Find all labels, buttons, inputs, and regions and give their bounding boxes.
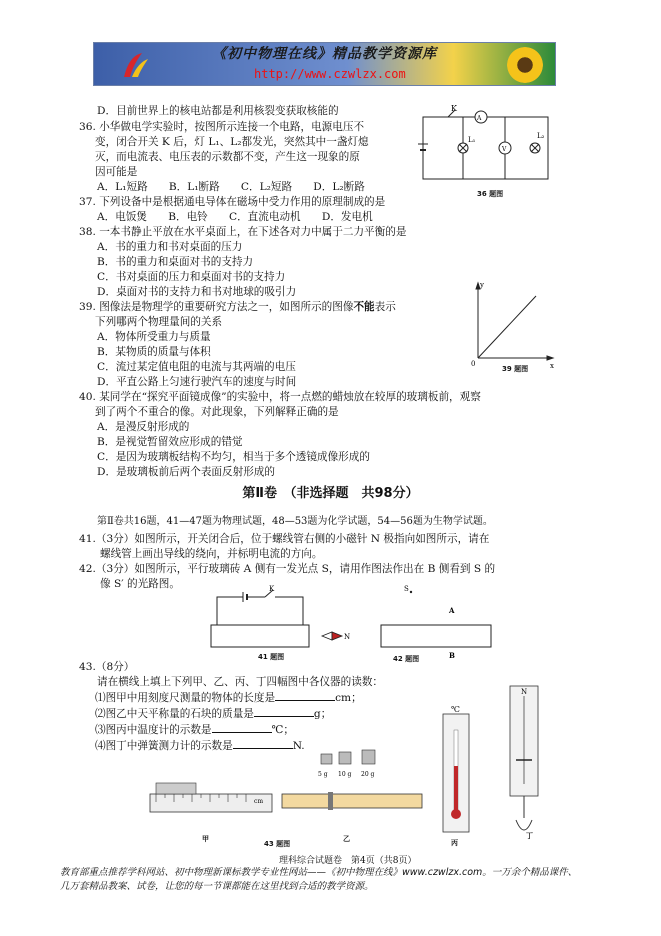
fig36-switch-label: K [451, 104, 457, 113]
q43-item-3-unit: ℃； [271, 724, 294, 736]
q39-option-c: C．流过某定值电阻的电流与其两端的电压 [97, 361, 296, 373]
q39-text-2: 下列哪两个物理量间的关系 [95, 316, 223, 328]
ad-line-1: 教育部重点推荐学科网站、初中物理新课标教学专业性网站——《初中物理在线》www.czwlzx.com。一万余个精品课件、 [60, 867, 578, 878]
site-logo-icon [120, 51, 150, 79]
q40-option-a: A．是漫反射形成的 [97, 421, 190, 433]
q38-option-b: B．书的重力和桌面对书的支持力 [97, 256, 254, 268]
q38-option-a: A．书的重力和书对桌面的压力 [97, 241, 243, 253]
fig41-switch-label: K [269, 585, 275, 593]
q38-text: 38. 一本书静止平放在水平桌面上，在下述各对力中属于二力平衡的是 [79, 226, 407, 238]
q35-option-d: D．目前世界上的核电站都是利用核裂变获取核能的 [97, 105, 339, 117]
q40-text-2: 到了两个不重合的像。对此现象，下列解释正确的是 [95, 406, 339, 418]
q43-title: 43.（8分） [79, 661, 135, 673]
fig42-source-label: S [404, 585, 409, 593]
q43-item-4-text: ⑷图丁中弹簧测力计的示数是 [95, 740, 233, 752]
q38-option-d: D．桌面对书的支持力和书对地球的吸引力 [97, 286, 297, 298]
fig43-jia-caption: 甲 [202, 835, 209, 843]
header-banner [93, 42, 556, 86]
q39-text-1a: 39. 图像法是物理学的重要研究方法之一，如图所示的图像 [79, 301, 354, 313]
fig36-circuit-diagram [415, 102, 555, 197]
ad-line-2: 几万套精品教案、试卷，让您的每一节课都能在这里找到合适的教学资源。 [60, 881, 374, 892]
q40-option-c: C．是因为玻璃板结构不均匀，相当于多个透镜成像形成的 [97, 451, 370, 463]
ruler-icon [150, 783, 272, 812]
fig42-caption: 42 题图 [393, 655, 420, 663]
compass-needle-icon [322, 632, 342, 640]
spring-scale-unit-label: N [521, 688, 528, 696]
fig42-glass-slab-diagram [375, 585, 505, 660]
weight-20g-label: 20 g [361, 771, 375, 778]
thermometer-unit-label: ℃ [451, 705, 460, 714]
weight-5g-label: 5 g [318, 771, 328, 778]
q42-text-1: 42.（3分）如图所示，平行玻璃砖 A 侧有一发光点 S，请用作图法作出在 B 侧看到 S 的 [79, 563, 496, 575]
spring-scale-icon [510, 686, 538, 830]
q37-options: A．电饭煲 B．电铃 C．直流电动机 D．发电机 [97, 211, 373, 223]
q43-item-1-unit: cm； [335, 692, 362, 704]
q43-intro: 请在横线上填上下列甲、乙、丙、丁四幅图中各仪器的读数： [97, 676, 384, 688]
fig43-caption: 43 题图 [264, 840, 291, 848]
balance-weights-icon [282, 750, 422, 810]
fig41-solenoid-diagram [205, 585, 365, 655]
q43-item-4-unit: N. [292, 740, 305, 752]
section-ii-intro: 第Ⅱ卷共16题，41—47题为物理试题，48—53题为化学试题，54—56题为生物学试题。 [97, 516, 493, 527]
fig36-voltmeter-label: V [502, 146, 507, 153]
fig36-ammeter-label: A [477, 115, 482, 122]
banner-url: http://www.czwlzx.com [254, 67, 406, 81]
q36-text-3: 灭，而电流表、电压表的示数都不变，产生这一现象的原 [95, 151, 360, 163]
q39-option-a: A．物体所受重力与质量 [97, 331, 211, 343]
fig43-ding-caption: 丁 [526, 832, 533, 840]
fig39-y-label: y [480, 281, 484, 289]
fig42-side-b-label: B [449, 651, 455, 660]
q40-option-b: B．是视觉暂留效应形成的错觉 [97, 436, 243, 448]
fig43-bing-caption: 丙 [451, 839, 458, 847]
q39-emphasis: 不能 [353, 301, 375, 313]
q38-option-c: C．书对桌面的压力和桌面对书的支持力 [97, 271, 286, 283]
page-footer: 理科综合试题卷 第4页（共8页） [279, 856, 417, 866]
q39-option-d: D．平直公路上匀速行驶汽车的速度与时间 [97, 376, 297, 388]
q41-text-2: 螺线管上画出导线的绕向，并标明电流的方向。 [100, 548, 323, 560]
fig39-origin-label: 0 [471, 360, 476, 368]
q43-item-2-unit: g； [313, 708, 332, 720]
q40-text-1: 40. 某同学在“探究平面镜成像”的实验中，将一点燃的蜡烛放在较厚的玻璃板前，观察 [79, 391, 481, 403]
fig41-north-label: N [344, 633, 351, 641]
fig36-caption: 36 题图 [477, 190, 504, 198]
thermometer-icon [443, 705, 469, 832]
q36-text-2: 变，闭合开关 K 后，灯 L₁、L₂都发光，突然其中一盏灯熄 [95, 136, 369, 148]
weight-10g-label: 10 g [338, 771, 352, 778]
fig43-instruments [140, 680, 560, 850]
q42-text-2: 像 S′ 的光路图。 [100, 578, 180, 590]
sunflower-icon [507, 47, 543, 83]
fig36-l2-label: L₂ [537, 132, 545, 140]
q43-item-2-text: ⑵图乙中天平称量的石块的质量是 [95, 708, 254, 720]
q43-item-1-text: ⑴图甲中用刻度尺测量的物体的长度是 [95, 692, 276, 704]
q40-option-d: D．是玻璃板前后两个表面反射形成的 [97, 466, 275, 478]
q36-text-1: 36. 小华做电学实验时，按图所示连接一个电路，电源电压不 [79, 121, 365, 133]
fig36-l1-label: L₁ [468, 136, 476, 144]
fig39-caption: 39 题图 [502, 365, 529, 373]
ruler-unit-label: cm [254, 798, 264, 805]
q36-text-4: 因可能是 [95, 166, 138, 178]
q39-text-1b: 表示 [374, 301, 396, 313]
q39-text-1 [79, 300, 396, 314]
banner-title: 《初中物理在线》精品教学资源库 [212, 46, 437, 62]
fig43-yi-caption: 乙 [343, 835, 350, 843]
q41-text-1: 41.（3分）如图所示，开关闭合后，位于螺线管右侧的小磁针 N 极指向如图所示，请在 [79, 533, 490, 545]
q37-text: 37. 下列设备中是根据通电导体在磁场中受力作用的原理制成的是 [79, 196, 386, 208]
fig41-caption: 41 题图 [258, 653, 285, 661]
fig42-side-a-label: A [449, 606, 455, 615]
section-ii-title: 第Ⅱ卷 （非选择题 共98分） [242, 486, 419, 501]
fig39-x-label: x [550, 362, 554, 370]
q43-item-3-text: ⑶图丙中温度计的示数是 [95, 724, 212, 736]
q36-options: A．L₁短路 B．L₁断路 C．L₂短路 D．L₂断路 [97, 181, 365, 193]
q39-option-b: B．某物质的质量与体积 [97, 346, 211, 358]
